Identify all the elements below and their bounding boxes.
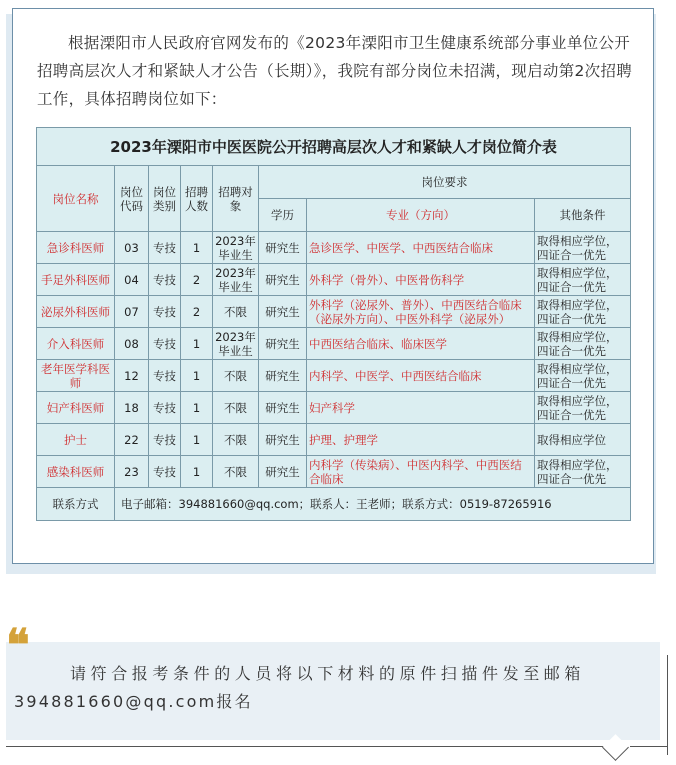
row-type: 专技 — [149, 264, 181, 296]
row-count: 1 — [181, 424, 213, 456]
row-count: 2 — [181, 264, 213, 296]
row-other: 取得相应学位，四证合一优先 — [535, 328, 631, 360]
header-other: 其他条件 — [535, 199, 631, 232]
row-code: 03 — [115, 232, 149, 264]
row-code: 18 — [115, 392, 149, 424]
row-count: 1 — [181, 456, 213, 488]
row-degree: 研究生 — [259, 424, 307, 456]
row-name: 泌尿外科医师 — [37, 296, 115, 328]
row-major: 护理、护理学 — [307, 424, 535, 456]
row-name: 妇产科医师 — [37, 392, 115, 424]
table-row — [37, 424, 631, 456]
row-other: 取得相应学位，四证合一优先 — [535, 456, 631, 488]
row-type: 专技 — [149, 456, 181, 488]
row-other: 取得相应学位，四证合一优先 — [535, 360, 631, 392]
row-code: 12 — [115, 360, 149, 392]
row-count: 1 — [181, 392, 213, 424]
header-degree: 学历 — [259, 199, 307, 232]
intro-paragraph: 根据溧阳市人民政府官网发布的《2023年溧阳市卫生健康系统部分事业单位公开招聘高层次人才和紧缺人才公告（长期）》，我院有部分岗位未招满，现启动第2次招聘工作，具体招聘岗位如下： — [37, 34, 633, 108]
row-major: 中西医结合临床、临床医学 — [307, 328, 535, 360]
row-major: 内科学、中医学、中西医结合临床 — [307, 360, 535, 392]
table-row — [37, 232, 631, 264]
row-type: 专技 — [149, 360, 181, 392]
row-type: 专技 — [149, 328, 181, 360]
table-title: 2023年溧阳市中医医院公开招聘高层次人才和紧缺人才岗位简介表 — [37, 128, 631, 166]
header-requirements: 岗位要求 — [259, 166, 631, 199]
row-other: 取得相应学位 — [535, 424, 631, 456]
row-code: 08 — [115, 328, 149, 360]
row-name: 感染科医师 — [37, 456, 115, 488]
table-row — [37, 456, 631, 488]
row-type: 专技 — [149, 296, 181, 328]
row-target: 2023年毕业生 — [213, 232, 259, 264]
frame-line-horizontal — [6, 746, 606, 747]
row-code: 22 — [115, 424, 149, 456]
row-degree: 研究生 — [259, 456, 307, 488]
row-type: 专技 — [149, 424, 181, 456]
row-count: 2 — [181, 296, 213, 328]
quote-line-2: 394881660@qq.com报名 — [14, 692, 253, 711]
frame-line-horizontal-end — [630, 746, 668, 747]
header-target: 招聘对象 — [213, 166, 259, 232]
row-name: 手足外科医师 — [37, 264, 115, 296]
frame-line-vertical — [667, 655, 668, 755]
quote-text — [14, 660, 650, 716]
row-major: 急诊医学、中医学、中西医结合临床 — [307, 232, 535, 264]
row-other: 取得相应学位，四证合一优先 — [535, 392, 631, 424]
row-type: 专技 — [149, 232, 181, 264]
positions-table — [36, 127, 631, 521]
table-row — [37, 328, 631, 360]
row-name: 护士 — [37, 424, 115, 456]
table-row — [37, 360, 631, 392]
row-major: 妇产科学 — [307, 392, 535, 424]
row-major: 外科学（骨外）、中医骨伤科学 — [307, 264, 535, 296]
row-count: 1 — [181, 360, 213, 392]
row-target: 不限 — [213, 424, 259, 456]
contact-info: 电子邮箱：394881660@qq.com；联系人：王老师；联系方式：0519-87265916 — [115, 488, 631, 521]
row-degree: 研究生 — [259, 328, 307, 360]
table-row — [37, 264, 631, 296]
row-type: 专技 — [149, 392, 181, 424]
row-other: 取得相应学位，四证合一优先 — [535, 232, 631, 264]
row-target: 不限 — [213, 392, 259, 424]
row-degree: 研究生 — [259, 232, 307, 264]
table-row — [37, 392, 631, 424]
row-target: 不限 — [213, 296, 259, 328]
contact-label: 联系方式 — [37, 488, 115, 521]
row-count: 1 — [181, 328, 213, 360]
row-count: 1 — [181, 232, 213, 264]
header-count: 招聘人数 — [181, 166, 213, 232]
header-code: 岗位代码 — [115, 166, 149, 232]
row-code: 07 — [115, 296, 149, 328]
row-target: 不限 — [213, 360, 259, 392]
row-target: 不限 — [213, 456, 259, 488]
header-name: 岗位名称 — [37, 166, 115, 232]
row-code: 04 — [115, 264, 149, 296]
row-code: 23 — [115, 456, 149, 488]
row-other: 取得相应学位，四证合一优先 — [535, 296, 631, 328]
table-row — [37, 296, 631, 328]
header-major: 专业（方向） — [307, 199, 535, 232]
row-target: 2023年毕业生 — [213, 328, 259, 360]
row-major: 内科学（传染病）、中医内科学、中西医结合临床 — [307, 456, 535, 488]
row-name: 介入科医师 — [37, 328, 115, 360]
quote-mark-icon: ❝ — [6, 620, 30, 671]
row-name: 老年医学科医师 — [37, 360, 115, 392]
row-degree: 研究生 — [259, 392, 307, 424]
positions-table-wrapper — [36, 127, 630, 521]
row-degree: 研究生 — [259, 264, 307, 296]
row-degree: 研究生 — [259, 360, 307, 392]
row-other: 取得相应学位，四证合一优先 — [535, 264, 631, 296]
row-target: 2023年毕业生 — [213, 264, 259, 296]
quote-line-1: 请符合报考条件的人员将以下材料的原件扫描件发至邮箱 — [70, 664, 586, 683]
row-major: 外科学（泌尿外、普外）、中西医结合临床（泌尿外方向）、中医外科学（泌尿外） — [307, 296, 535, 328]
row-name: 急诊科医师 — [37, 232, 115, 264]
header-type: 岗位类别 — [149, 166, 181, 232]
row-degree: 研究生 — [259, 296, 307, 328]
